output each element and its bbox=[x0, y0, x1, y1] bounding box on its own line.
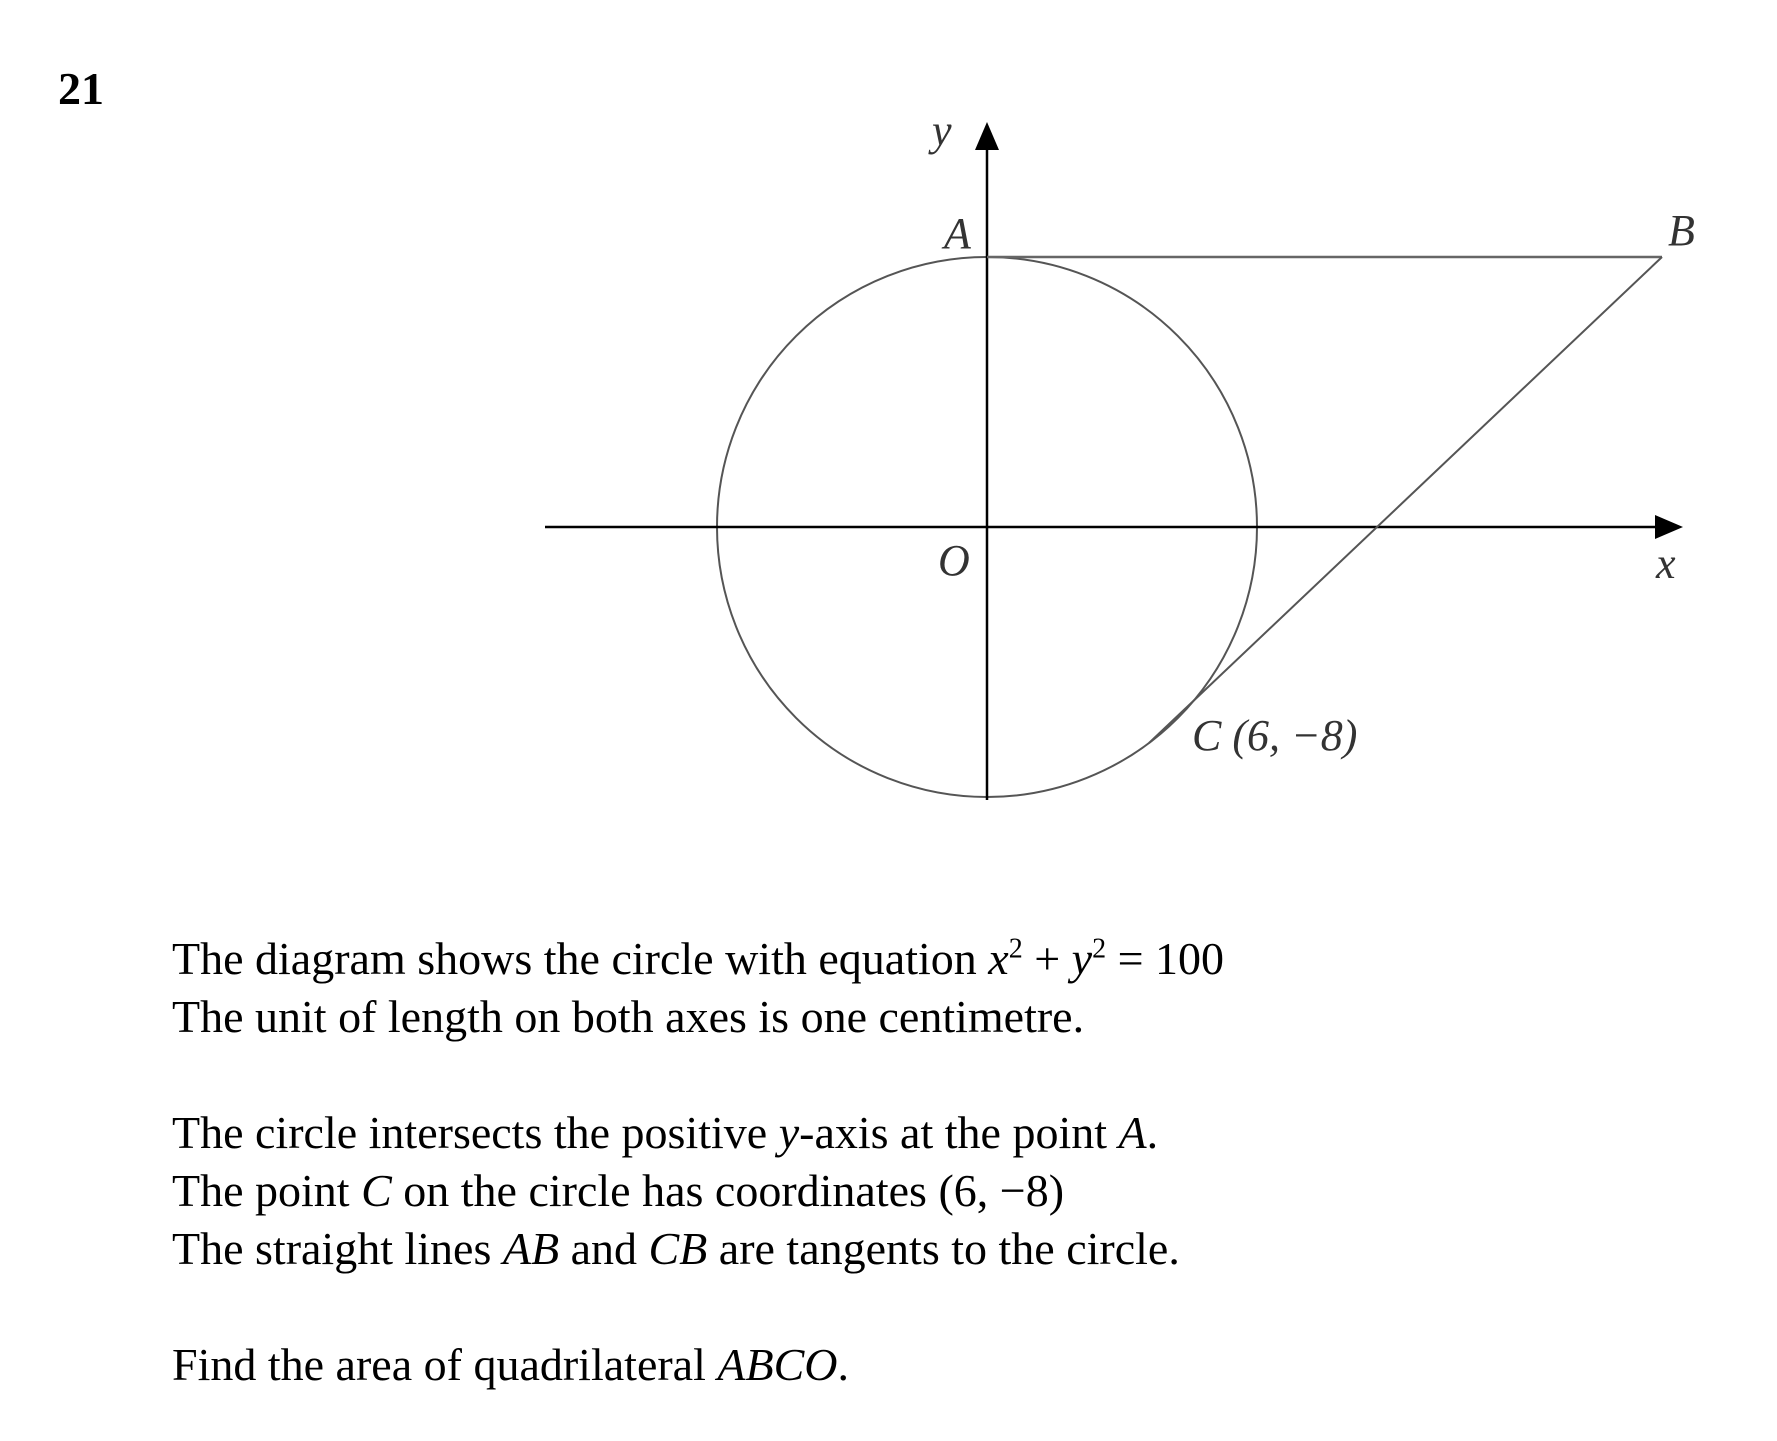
line5-pre: The straight lines bbox=[172, 1223, 503, 1274]
line1-y: y bbox=[1071, 933, 1093, 984]
question-text bbox=[172, 930, 1224, 1394]
question-number: 21 bbox=[58, 63, 104, 114]
point-c-label-text: C (6, −8) bbox=[1192, 711, 1358, 760]
line4-post: on the circle has coordinates (6, −8) bbox=[391, 1165, 1065, 1216]
text-line-2: The unit of length on both axes is one centimetre. bbox=[172, 991, 1085, 1042]
line3-pre: The circle intersects the positive bbox=[172, 1107, 779, 1158]
line6-post: . bbox=[837, 1339, 849, 1390]
line3-post: . bbox=[1146, 1107, 1159, 1158]
text-line-6 bbox=[172, 1336, 1224, 1394]
x-axis-label: x bbox=[1656, 539, 1676, 588]
line6-abco: ABCO bbox=[717, 1339, 838, 1390]
x-axis-arrow-icon bbox=[1655, 515, 1683, 539]
line1-x: x bbox=[988, 933, 1009, 984]
point-c-label bbox=[1192, 711, 1357, 760]
line3-a: A bbox=[1118, 1107, 1147, 1158]
text-line-4 bbox=[172, 1162, 1224, 1220]
line5-post: are tangents to the circle. bbox=[707, 1223, 1180, 1274]
line5-cb: CB bbox=[648, 1223, 708, 1274]
y-axis-arrow-icon bbox=[975, 122, 999, 150]
y-axis-label: y bbox=[932, 106, 952, 155]
point-a-label: A bbox=[944, 209, 971, 258]
point-b-label: B bbox=[1668, 206, 1695, 255]
line4-pre: The point bbox=[172, 1165, 362, 1216]
text-line-1 bbox=[172, 930, 1224, 988]
line5-and: and bbox=[559, 1223, 649, 1274]
text-line-5 bbox=[172, 1220, 1224, 1278]
line1-exp1: 2 bbox=[1008, 933, 1023, 965]
line1-pre: The diagram shows the circle with equation bbox=[172, 933, 989, 984]
line1-plus: + bbox=[1022, 933, 1072, 984]
tangent-cb bbox=[1149, 257, 1662, 743]
line4-c: C bbox=[361, 1165, 392, 1216]
line1-exp2: 2 bbox=[1092, 933, 1107, 965]
text-line-3 bbox=[172, 1104, 1224, 1162]
line6-pre: Find the area of quadrilateral bbox=[172, 1339, 718, 1390]
line3-mid: -axis at the point bbox=[799, 1107, 1119, 1158]
origin-label: O bbox=[938, 536, 970, 585]
line1-post: = 100 bbox=[1106, 933, 1225, 984]
paragraph-gap bbox=[172, 1278, 1224, 1336]
line5-ab: AB bbox=[502, 1223, 560, 1274]
paragraph-gap bbox=[172, 1046, 1224, 1104]
line3-y: y bbox=[778, 1107, 800, 1158]
